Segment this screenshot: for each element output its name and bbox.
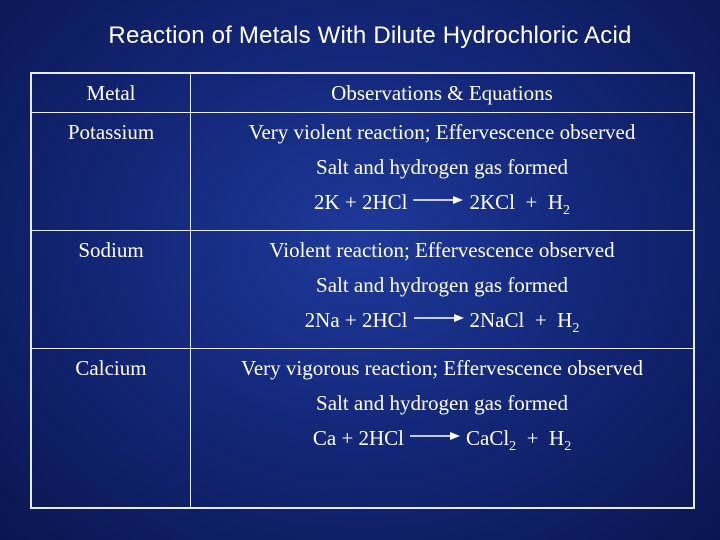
observation-text: Very violent reaction; Effervescence observed [248, 120, 636, 144]
equation-hydrogen: H [549, 426, 565, 450]
observation-cell [191, 231, 695, 349]
equation-hydrogen: H [547, 190, 564, 214]
equation [191, 421, 693, 456]
table-row [31, 349, 694, 509]
product-note: Salt and hydrogen gas formed [316, 155, 568, 179]
equation-plus: + [526, 426, 539, 450]
equation [191, 185, 693, 220]
reaction-arrow-icon [413, 194, 463, 206]
slide-title: Reaction of Metals With Dilute Hydrochloric Acid [108, 22, 632, 49]
table-row [31, 113, 694, 231]
product-note: Salt and hydrogen gas formed [316, 391, 568, 415]
reaction-arrow-icon [414, 312, 464, 324]
observation-cell [191, 349, 695, 509]
metal-cell: Sodium [31, 231, 191, 349]
equation-hydrogen-subscript: 2 [564, 439, 572, 454]
table-row [31, 231, 694, 349]
metal-cell: Calcium [31, 349, 191, 509]
equation-plus: + [534, 308, 547, 332]
observation-text: Very vigorous reaction; Effervescence observed [241, 356, 643, 380]
equation-hydrogen-subscript: 2 [572, 321, 580, 336]
product-note: Salt and hydrogen gas formed [316, 273, 568, 297]
table-header-row [31, 73, 694, 113]
equation-hydrogen-subscript: 2 [563, 203, 571, 218]
observation-text: Violent reaction; Effervescence observed [269, 238, 615, 262]
reaction-arrow-icon [410, 430, 460, 442]
equation-salt-subscript: 2 [509, 439, 517, 454]
equation-reactants: 2K + 2HCl [313, 190, 408, 214]
equation [191, 303, 693, 338]
equation-salt: CaCl [466, 426, 510, 450]
metal-cell: Potassium [31, 113, 191, 231]
reaction-table [30, 72, 695, 509]
equation-reactants: 2Na + 2HCl [304, 308, 408, 332]
header-observations: Observations & Equations [191, 73, 695, 113]
equation-hydrogen: H [557, 308, 573, 332]
header-metal: Metal [31, 73, 191, 113]
equation-salt: 2NaCl [469, 308, 525, 332]
equation-salt: 2KCl [469, 190, 515, 214]
equation-reactants: Ca + 2HCl [312, 426, 404, 450]
observation-cell [191, 113, 695, 231]
equation-plus: + [525, 190, 538, 214]
